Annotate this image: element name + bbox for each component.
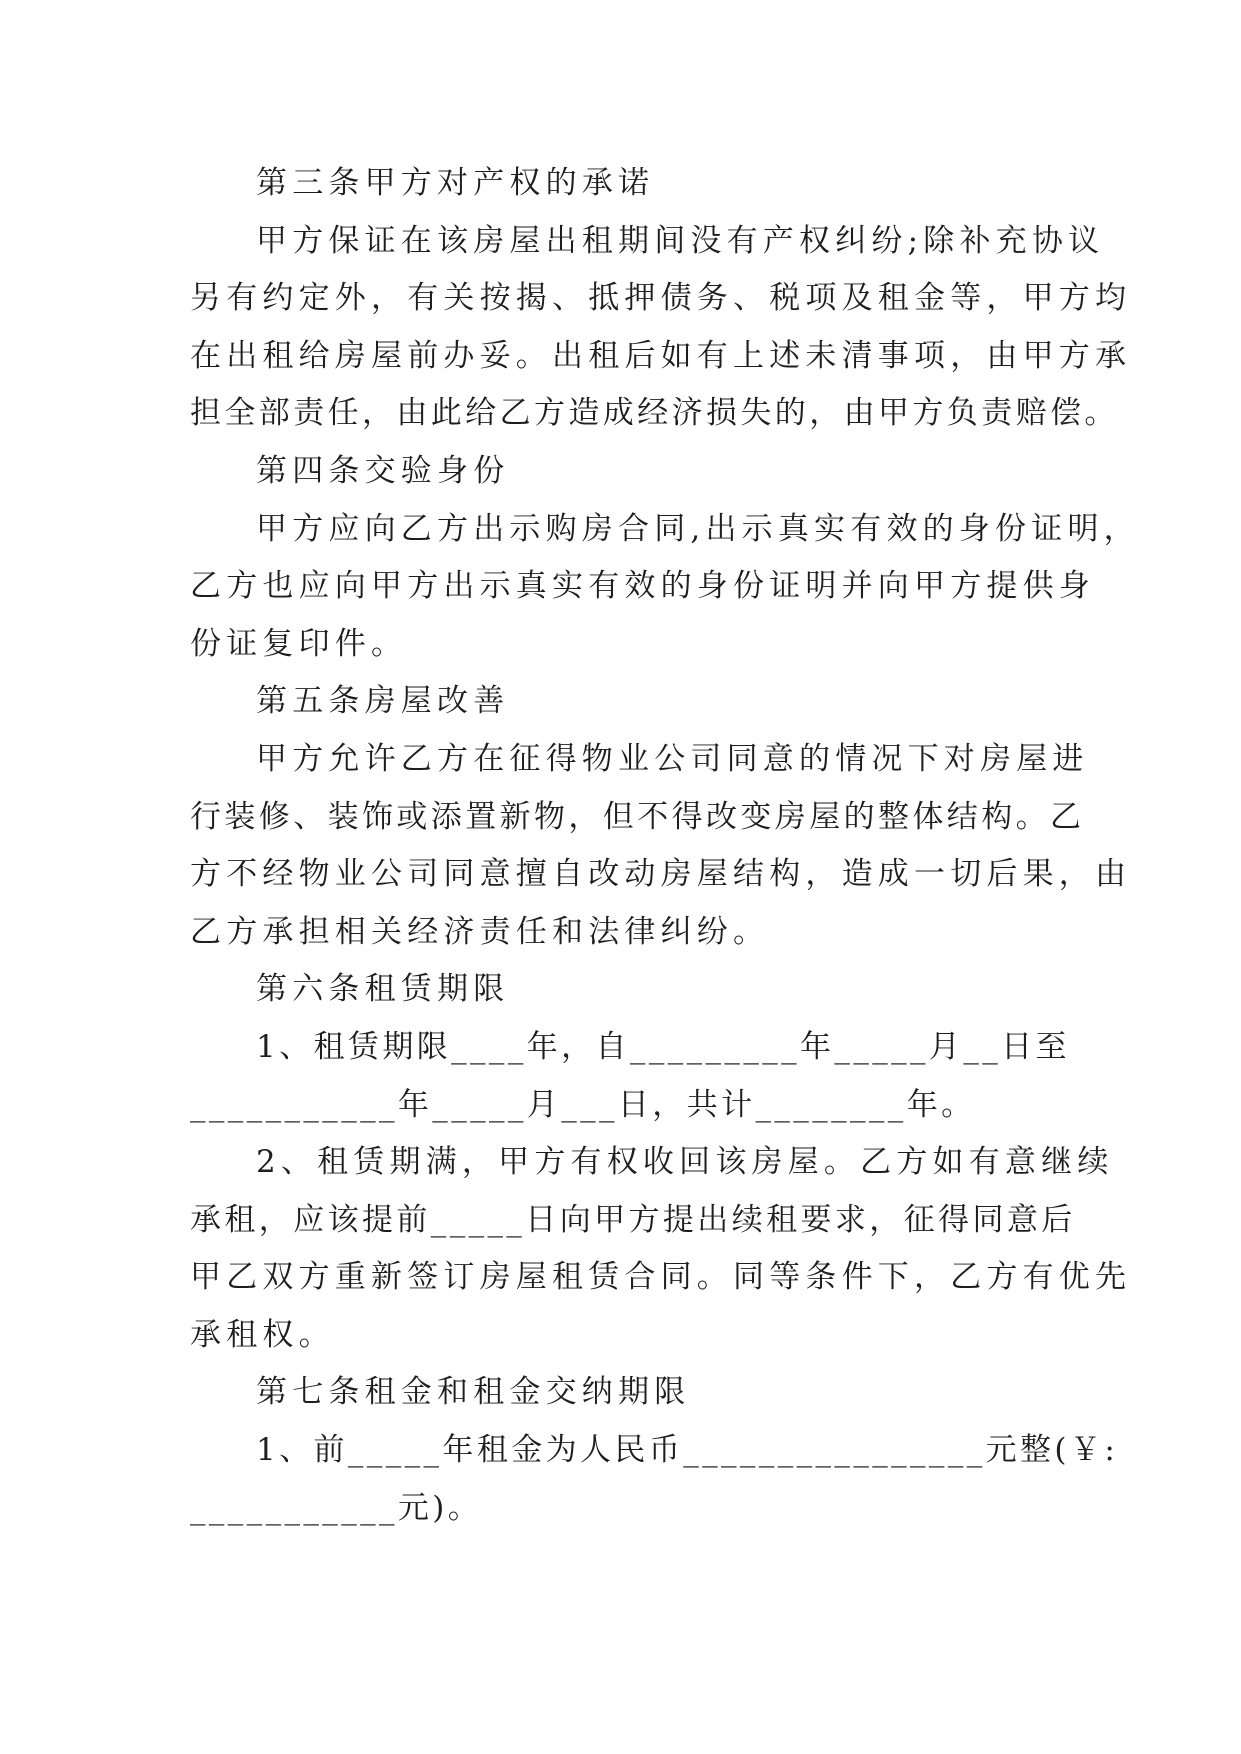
article-6-item-2-line-2: 承租，应该提前_____日向甲方提出续租要求，征得同意后	[190, 1201, 1076, 1238]
article-4-heading: 第四条交验身份	[256, 452, 510, 489]
article-5-text-line-3: 方不经物业公司同意擅自改动房屋结构，造成一切后果，由	[190, 856, 1132, 893]
article-4-text-line-3: 份证复印件。	[190, 625, 408, 662]
article-5-heading: 第五条房屋改善	[256, 683, 510, 720]
article-6-heading: 第六条租赁期限	[256, 971, 510, 1008]
article-3-heading: 第三条甲方对产权的承诺	[256, 165, 655, 201]
article-7-heading: 第七条租金和租金交纳期限	[256, 1374, 691, 1411]
article-6-item-1-line-2: ___________年_____月___日，共计________年。	[190, 1086, 976, 1123]
article-3-text-line-4: 担全部责任，由此给乙方造成经济损失的，由甲方负责赔偿。	[190, 395, 1119, 432]
article-5-text-line-2: 行装修、装饰或添置新物，但不得改变房屋的整体结构。乙	[190, 798, 1085, 835]
document-body	[190, 155, 1140, 1537]
article-3-text-line-1: 甲方保证在该房屋出租期间没有产权纠纷;除补充协议	[256, 222, 1105, 259]
article-3-text-line-3: 在出租给房屋前办妥。出租后如有上述未清事项，由甲方承	[190, 337, 1132, 374]
article-6-item-2-line-1: 2、租赁期满，甲方有权收回该房屋。乙方如有意继续	[256, 1144, 1114, 1181]
article-7-item-1-line-2: ___________元)。	[190, 1489, 483, 1526]
article-4-text-line-2: 乙方也应向甲方出示真实有效的身份证明并向甲方提供身	[190, 568, 1095, 605]
article-6-item-2-line-4: 承租权。	[190, 1316, 335, 1353]
article-5-text-line-4: 乙方承担相关经济责任和法律纠纷。	[190, 913, 770, 950]
article-3-text-line-2: 另有约定外，有关按揭、抵押债务、税项及租金等，甲方均	[190, 280, 1132, 317]
article-7-item-1-line-1: 1、前_____年租金为人民币________________元整(￥:	[256, 1432, 1119, 1469]
article-6-item-1-line-1: 1、租赁期限____年，自_________年_____月__日至	[256, 1028, 1070, 1065]
article-6-item-2-line-3: 甲乙双方重新签订房屋租赁合同。同等条件下，乙方有优先	[190, 1259, 1132, 1296]
article-4-text-line-1: 甲方应向乙方出示购房合同,出示真实有效的身份证明，	[256, 510, 1140, 547]
article-5-text-line-1: 甲方允许乙方在征得物业公司同意的情况下对房屋进	[256, 740, 1089, 777]
